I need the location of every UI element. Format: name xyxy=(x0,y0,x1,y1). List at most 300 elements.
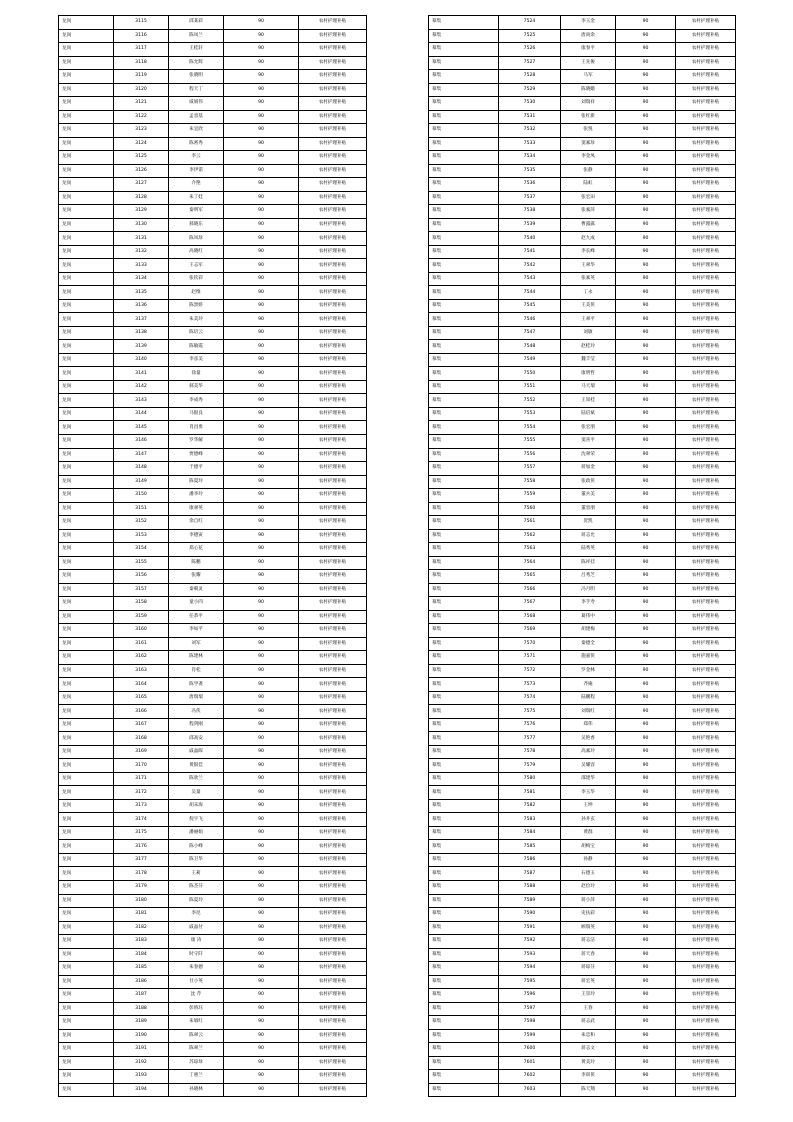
table-row xyxy=(429,867,736,881)
name-cell: 石德玉 xyxy=(561,867,616,881)
type-cell: 农村护理补贴 xyxy=(299,664,367,678)
type-cell: 农村护理补贴 xyxy=(299,948,367,962)
amount-cell: 90 xyxy=(224,516,299,530)
amount-cell: 90 xyxy=(616,56,676,70)
serial-cell: 7594 xyxy=(499,962,561,976)
type-cell: 农村护理补贴 xyxy=(299,380,367,394)
name-cell: 刘敏 xyxy=(561,326,616,340)
area-cell: 龙岗 xyxy=(59,475,114,489)
name-cell: 张晓明 xyxy=(169,70,224,84)
type-cell: 农村护理补贴 xyxy=(299,205,367,219)
table-row xyxy=(429,583,736,597)
amount-cell: 90 xyxy=(224,421,299,435)
serial-cell: 7569 xyxy=(499,624,561,638)
area-cell: 慕集 xyxy=(429,56,499,70)
type-cell: 农村护理补贴 xyxy=(676,651,736,665)
name-cell: 史扶彩 xyxy=(561,908,616,922)
amount-cell: 90 xyxy=(224,894,299,908)
serial-cell: 3116 xyxy=(114,29,169,43)
table-row xyxy=(59,70,367,84)
amount-cell: 90 xyxy=(616,1029,676,1043)
table-row xyxy=(59,570,367,584)
name-cell: 蒋小萍 xyxy=(561,894,616,908)
area-cell: 慕集 xyxy=(429,786,499,800)
amount-cell: 90 xyxy=(616,70,676,84)
amount-cell: 90 xyxy=(616,299,676,313)
serial-cell: 7577 xyxy=(499,732,561,746)
area-cell: 慕集 xyxy=(429,232,499,246)
name-cell: 孟容基 xyxy=(169,110,224,124)
table-row xyxy=(59,962,367,976)
area-cell: 龙岗 xyxy=(59,732,114,746)
table-row xyxy=(429,1083,736,1097)
area-cell: 慕集 xyxy=(429,570,499,584)
amount-cell: 90 xyxy=(224,786,299,800)
type-cell: 农村护理补贴 xyxy=(676,570,736,584)
area-cell: 慕集 xyxy=(429,718,499,732)
amount-cell: 90 xyxy=(224,164,299,178)
area-cell: 龙岗 xyxy=(59,205,114,219)
type-cell: 农村护理补贴 xyxy=(676,691,736,705)
type-cell: 农村护理补贴 xyxy=(299,83,367,97)
table-row xyxy=(59,840,367,854)
name-cell: 时守阡 xyxy=(169,948,224,962)
table-row xyxy=(429,610,736,624)
serial-cell: 7582 xyxy=(499,799,561,813)
serial-cell: 7588 xyxy=(499,881,561,895)
amount-cell: 90 xyxy=(616,272,676,286)
name-cell: 施嘉侠 xyxy=(561,651,616,665)
type-cell: 农村护理补贴 xyxy=(676,624,736,638)
table-row xyxy=(59,935,367,949)
amount-cell: 90 xyxy=(616,921,676,935)
amount-cell: 90 xyxy=(224,664,299,678)
amount-cell: 90 xyxy=(616,529,676,543)
type-cell: 农村护理补贴 xyxy=(299,935,367,949)
name-cell: 秦德全 xyxy=(561,637,616,651)
name-cell: 吕秀芝 xyxy=(561,570,616,584)
type-cell: 农村护理补贴 xyxy=(676,489,736,503)
name-cell: 朱春德 xyxy=(169,962,224,976)
name-cell: 康明哲 xyxy=(561,367,616,381)
name-cell: 肖松 xyxy=(169,664,224,678)
type-cell: 农村护理补贴 xyxy=(299,718,367,732)
amount-cell: 90 xyxy=(224,286,299,300)
table-row xyxy=(59,434,367,448)
type-cell: 农村护理补贴 xyxy=(676,407,736,421)
amount-cell: 90 xyxy=(224,799,299,813)
area-cell: 慕集 xyxy=(429,921,499,935)
amount-cell: 90 xyxy=(224,272,299,286)
table-row xyxy=(429,178,736,192)
table-row xyxy=(59,110,367,124)
area-cell: 慕集 xyxy=(429,867,499,881)
amount-cell: 90 xyxy=(224,718,299,732)
name-cell: 张政侠 xyxy=(561,475,616,489)
area-cell: 龙岗 xyxy=(59,326,114,340)
table-row xyxy=(59,786,367,800)
type-cell: 农村护理补贴 xyxy=(299,462,367,476)
table-row xyxy=(429,394,736,408)
name-cell: 罗华解 xyxy=(169,434,224,448)
name-cell: 赵桂玲 xyxy=(561,340,616,354)
serial-cell: 7545 xyxy=(499,299,561,313)
name-cell: 马军 xyxy=(561,70,616,84)
serial-cell: 7556 xyxy=(499,448,561,462)
table-row xyxy=(429,894,736,908)
type-cell: 农村护理补贴 xyxy=(676,799,736,813)
serial-cell: 3124 xyxy=(114,137,169,151)
table-row xyxy=(59,394,367,408)
amount-cell: 90 xyxy=(224,543,299,557)
table-row xyxy=(429,259,736,273)
area-cell: 龙岗 xyxy=(59,56,114,70)
serial-cell: 7600 xyxy=(499,1043,561,1057)
serial-cell: 7558 xyxy=(499,475,561,489)
type-cell: 农村护理补贴 xyxy=(299,313,367,327)
type-cell: 农村护理补贴 xyxy=(676,786,736,800)
type-cell: 农村护理补贴 xyxy=(676,1083,736,1097)
serial-cell: 3193 xyxy=(114,1070,169,1084)
table-row xyxy=(59,448,367,462)
table-row xyxy=(59,205,367,219)
name-cell: 张红新 xyxy=(561,110,616,124)
type-cell: 农村护理补贴 xyxy=(299,97,367,111)
serial-cell: 3134 xyxy=(114,272,169,286)
name-cell: 蒋天春 xyxy=(561,948,616,962)
area-cell: 龙岗 xyxy=(59,1029,114,1043)
type-cell: 农村护理补贴 xyxy=(676,1029,736,1043)
type-cell: 农村护理补贴 xyxy=(299,759,367,773)
area-cell: 龙岗 xyxy=(59,678,114,692)
serial-cell: 7541 xyxy=(499,245,561,259)
amount-cell: 90 xyxy=(224,394,299,408)
amount-cell: 90 xyxy=(616,1016,676,1030)
table-row xyxy=(59,1070,367,1084)
amount-cell: 90 xyxy=(224,191,299,205)
area-cell: 慕集 xyxy=(429,367,499,381)
area-cell: 龙岗 xyxy=(59,232,114,246)
area-cell: 慕集 xyxy=(429,1016,499,1030)
type-cell: 农村护理补贴 xyxy=(676,43,736,57)
table-row xyxy=(429,367,736,381)
table-row xyxy=(59,989,367,1003)
name-cell: 威娟伟 xyxy=(169,97,224,111)
area-cell: 龙岗 xyxy=(59,16,114,30)
table-row xyxy=(429,434,736,448)
serial-cell: 7579 xyxy=(499,759,561,773)
name-cell: 赵维 xyxy=(169,286,224,300)
area-cell: 慕集 xyxy=(429,205,499,219)
area-cell: 慕集 xyxy=(429,651,499,665)
serial-cell: 7573 xyxy=(499,678,561,692)
name-cell: 康翠英 xyxy=(169,502,224,516)
amount-cell: 90 xyxy=(224,637,299,651)
amount-cell: 90 xyxy=(616,97,676,111)
name-cell: 介艳 xyxy=(169,178,224,192)
table-row xyxy=(59,948,367,962)
area-cell: 慕集 xyxy=(429,962,499,976)
type-cell: 农村护理补贴 xyxy=(676,975,736,989)
amount-cell: 90 xyxy=(616,962,676,976)
name-cell: 陈密秀 xyxy=(169,137,224,151)
type-cell: 农村护理补贴 xyxy=(299,367,367,381)
name-cell: 王崇玲 xyxy=(561,989,616,1003)
area-cell: 龙岗 xyxy=(59,137,114,151)
area-cell: 龙岗 xyxy=(59,164,114,178)
amount-cell: 90 xyxy=(224,29,299,43)
right-table-body xyxy=(429,16,736,1097)
table-row xyxy=(429,218,736,232)
area-cell: 慕集 xyxy=(429,1070,499,1084)
serial-cell: 3132 xyxy=(114,245,169,259)
area-cell: 慕集 xyxy=(429,353,499,367)
amount-cell: 90 xyxy=(224,529,299,543)
amount-cell: 90 xyxy=(224,1083,299,1097)
type-cell: 农村护理补贴 xyxy=(299,772,367,786)
amount-cell: 90 xyxy=(616,475,676,489)
type-cell: 农村护理补贴 xyxy=(676,340,736,354)
area-cell: 龙岗 xyxy=(59,908,114,922)
area-cell: 龙岗 xyxy=(59,772,114,786)
table-row xyxy=(429,543,736,557)
serial-cell: 7570 xyxy=(499,637,561,651)
name-cell: 程天丁 xyxy=(169,83,224,97)
serial-cell: 7603 xyxy=(499,1083,561,1097)
name-cell: 秦朝灵 xyxy=(169,583,224,597)
type-cell: 农村护理补贴 xyxy=(299,853,367,867)
name-cell: 陆鹏程 xyxy=(561,691,616,705)
serial-cell: 3133 xyxy=(114,259,169,273)
type-cell: 农村护理补贴 xyxy=(299,799,367,813)
serial-cell: 3183 xyxy=(114,935,169,949)
serial-cell: 7552 xyxy=(499,394,561,408)
amount-cell: 90 xyxy=(224,462,299,476)
type-cell: 农村护理补贴 xyxy=(299,583,367,597)
name-cell: 陈翠兰 xyxy=(169,1043,224,1057)
serial-cell: 7550 xyxy=(499,367,561,381)
amount-cell: 90 xyxy=(224,624,299,638)
type-cell: 农村护理补贴 xyxy=(676,394,736,408)
area-cell: 龙岗 xyxy=(59,989,114,1003)
amount-cell: 90 xyxy=(616,110,676,124)
amount-cell: 90 xyxy=(616,651,676,665)
table-row xyxy=(429,232,736,246)
table-row xyxy=(429,245,736,259)
name-cell: 李金凤 xyxy=(561,151,616,165)
table-row xyxy=(429,989,736,1003)
amount-cell: 90 xyxy=(224,97,299,111)
area-cell: 龙岗 xyxy=(59,70,114,84)
serial-cell: 3119 xyxy=(114,70,169,84)
amount-cell: 90 xyxy=(224,475,299,489)
amount-cell: 90 xyxy=(616,543,676,557)
table-row xyxy=(59,745,367,759)
table-row xyxy=(59,894,367,908)
table-row xyxy=(59,1043,367,1057)
table-row xyxy=(59,380,367,394)
name-cell: 蒋志允 xyxy=(561,529,616,543)
amount-cell: 90 xyxy=(224,205,299,219)
amount-cell: 90 xyxy=(616,718,676,732)
name-cell: 黄美玲 xyxy=(561,1056,616,1070)
area-cell: 龙岗 xyxy=(59,502,114,516)
area-cell: 慕集 xyxy=(429,1083,499,1097)
area-cell: 龙岗 xyxy=(59,664,114,678)
serial-cell: 3188 xyxy=(114,1002,169,1016)
name-cell: 黄群 xyxy=(561,826,616,840)
serial-cell: 3158 xyxy=(114,597,169,611)
type-cell: 农村护理补贴 xyxy=(299,651,367,665)
area-cell: 慕集 xyxy=(429,299,499,313)
serial-cell: 3145 xyxy=(114,421,169,435)
serial-cell: 7587 xyxy=(499,867,561,881)
area-cell: 龙岗 xyxy=(59,705,114,719)
type-cell: 农村护理补贴 xyxy=(299,610,367,624)
serial-cell: 7590 xyxy=(499,908,561,922)
type-cell: 农村护理补贴 xyxy=(676,948,736,962)
type-cell: 农村护理补贴 xyxy=(676,826,736,840)
type-cell: 农村护理补贴 xyxy=(299,921,367,935)
serial-cell: 3154 xyxy=(114,543,169,557)
serial-cell: 7598 xyxy=(499,1016,561,1030)
table-row xyxy=(429,786,736,800)
area-cell: 龙岗 xyxy=(59,178,114,192)
table-row xyxy=(429,556,736,570)
table-row xyxy=(429,151,736,165)
type-cell: 农村护理补贴 xyxy=(299,43,367,57)
type-cell: 农村护理补贴 xyxy=(676,556,736,570)
type-cell: 农村护理补贴 xyxy=(299,340,367,354)
table-row xyxy=(429,353,736,367)
name-cell: 张素萍 xyxy=(561,205,616,219)
area-cell: 龙岗 xyxy=(59,124,114,138)
area-cell: 慕集 xyxy=(429,313,499,327)
amount-cell: 90 xyxy=(616,434,676,448)
type-cell: 农村护理补贴 xyxy=(676,989,736,1003)
table-row xyxy=(59,137,367,151)
amount-cell: 90 xyxy=(224,813,299,827)
amount-cell: 90 xyxy=(616,732,676,746)
type-cell: 农村护理补贴 xyxy=(676,664,736,678)
serial-cell: 3151 xyxy=(114,502,169,516)
name-cell: 甘小英 xyxy=(169,975,224,989)
type-cell: 农村护理补贴 xyxy=(299,164,367,178)
area-cell: 龙岗 xyxy=(59,826,114,840)
name-cell: 陈允辉 xyxy=(169,56,224,70)
serial-cell: 7581 xyxy=(499,786,561,800)
serial-cell: 3173 xyxy=(114,799,169,813)
name-cell: 赵九成 xyxy=(561,232,616,246)
type-cell: 农村护理补贴 xyxy=(299,881,367,895)
name-cell: 陆虹 xyxy=(561,178,616,192)
type-cell: 农村护理补贴 xyxy=(299,597,367,611)
area-cell: 龙岗 xyxy=(59,718,114,732)
serial-cell: 7562 xyxy=(499,529,561,543)
amount-cell: 90 xyxy=(224,110,299,124)
table-row xyxy=(59,691,367,705)
serial-cell: 3180 xyxy=(114,894,169,908)
name-cell: 陆倍斌 xyxy=(561,407,616,421)
serial-cell: 7597 xyxy=(499,1002,561,1016)
area-cell: 慕集 xyxy=(429,394,499,408)
area-cell: 龙岗 xyxy=(59,367,114,381)
name-cell: 窦素珍 xyxy=(561,137,616,151)
type-cell: 农村护理补贴 xyxy=(676,191,736,205)
name-cell: 魏丰莹 xyxy=(561,353,616,367)
type-cell: 农村护理补贴 xyxy=(299,529,367,543)
amount-cell: 90 xyxy=(224,651,299,665)
area-cell: 龙岗 xyxy=(59,759,114,773)
area-cell: 慕集 xyxy=(429,989,499,1003)
serial-cell: 3182 xyxy=(114,921,169,935)
name-cell: 余自红 xyxy=(169,516,224,530)
area-cell: 龙岗 xyxy=(59,380,114,394)
name-cell: 李玉金 xyxy=(561,16,616,30)
table-row xyxy=(59,556,367,570)
type-cell: 农村护理补贴 xyxy=(299,272,367,286)
type-cell: 农村护理补贴 xyxy=(676,881,736,895)
amount-cell: 90 xyxy=(224,583,299,597)
serial-cell: 3144 xyxy=(114,407,169,421)
serial-cell: 3187 xyxy=(114,989,169,1003)
serial-cell: 7576 xyxy=(499,718,561,732)
serial-cell: 3146 xyxy=(114,434,169,448)
type-cell: 农村护理补贴 xyxy=(299,894,367,908)
area-cell: 龙岗 xyxy=(59,110,114,124)
name-cell: 李成秀 xyxy=(169,394,224,408)
name-cell: 陈建林 xyxy=(169,651,224,665)
type-cell: 农村护理补贴 xyxy=(676,732,736,746)
serial-cell: 7563 xyxy=(499,543,561,557)
area-cell: 慕集 xyxy=(429,29,499,43)
type-cell: 农村护理补贴 xyxy=(676,70,736,84)
name-cell: 李德寅 xyxy=(169,529,224,543)
name-cell: 张钦彩 xyxy=(169,272,224,286)
amount-cell: 90 xyxy=(616,407,676,421)
area-cell: 慕集 xyxy=(429,881,499,895)
name-cell: 高晓红 xyxy=(169,245,224,259)
name-cell: 康 涛 xyxy=(169,935,224,949)
amount-cell: 90 xyxy=(224,610,299,624)
area-cell: 龙岗 xyxy=(59,218,114,232)
type-cell: 农村护理补贴 xyxy=(676,1002,736,1016)
name-cell: 邱某彩 xyxy=(169,16,224,30)
amount-cell: 90 xyxy=(616,16,676,30)
amount-cell: 90 xyxy=(616,394,676,408)
table-row xyxy=(429,380,736,394)
table-row xyxy=(59,83,367,97)
serial-cell: 7546 xyxy=(499,313,561,327)
amount-cell: 90 xyxy=(616,664,676,678)
name-cell: 陈小峰 xyxy=(169,840,224,854)
name-cell: 贺凯 xyxy=(561,516,616,530)
area-cell: 龙岗 xyxy=(59,421,114,435)
type-cell: 农村护理补贴 xyxy=(299,407,367,421)
table-row xyxy=(429,597,736,611)
table-row xyxy=(429,948,736,962)
amount-cell: 90 xyxy=(616,1083,676,1097)
table-row xyxy=(59,1056,367,1070)
name-cell: 丁永 xyxy=(561,286,616,300)
type-cell: 农村护理补贴 xyxy=(676,421,736,435)
name-cell: 窦喜平 xyxy=(561,434,616,448)
amount-cell: 90 xyxy=(616,894,676,908)
table-row xyxy=(429,962,736,976)
table-row xyxy=(429,678,736,692)
area-cell: 慕集 xyxy=(429,380,499,394)
amount-cell: 90 xyxy=(616,421,676,435)
